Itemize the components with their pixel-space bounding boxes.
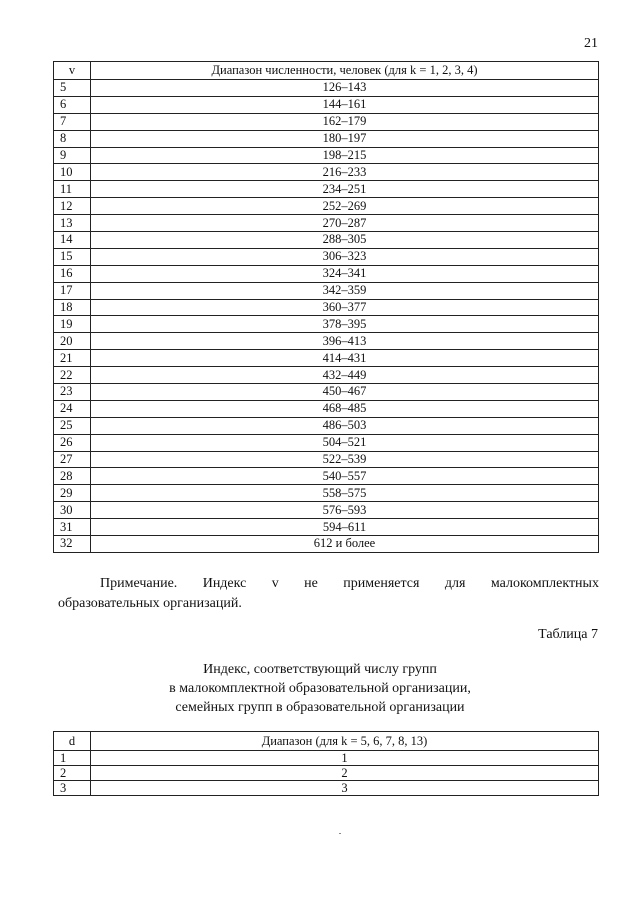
cell-range: 2	[91, 766, 599, 781]
cell-range: 288–305	[91, 232, 599, 249]
note-word: Примечание.	[100, 576, 178, 591]
cell-index: 11	[54, 181, 91, 198]
table-row	[54, 434, 599, 451]
cell-range: 576–593	[91, 502, 599, 519]
cell-range: 3	[91, 781, 599, 796]
cell-index: 6	[54, 96, 91, 113]
table-row	[54, 299, 599, 316]
table-7-title-line-2: в малокомплектной образовательной организации,	[169, 681, 471, 696]
cell-range: 540–557	[91, 468, 599, 485]
cell-range: 504–521	[91, 434, 599, 451]
table-row	[54, 96, 599, 113]
cell-index: 20	[54, 333, 91, 350]
table-row	[54, 519, 599, 536]
cell-index: 9	[54, 147, 91, 164]
table-row	[54, 248, 599, 265]
cell-index: 23	[54, 384, 91, 401]
note-word: v	[271, 576, 279, 591]
note-word: не	[304, 576, 318, 591]
cell-index: 1	[54, 751, 91, 766]
table-row	[54, 282, 599, 299]
note-word: для	[444, 576, 466, 591]
table-row	[54, 265, 599, 282]
cell-index: 19	[54, 316, 91, 333]
cell-range: 252–269	[91, 198, 599, 215]
table-row	[54, 400, 599, 417]
cell-range: 216–233	[91, 164, 599, 181]
table-row	[54, 766, 599, 781]
cell-index: 22	[54, 367, 91, 384]
column-header-d: d	[54, 732, 91, 751]
cell-index: 25	[54, 417, 91, 434]
cell-index: 21	[54, 350, 91, 367]
table-row	[54, 485, 599, 502]
cell-index: 8	[54, 130, 91, 147]
cell-index: 3	[54, 781, 91, 796]
cell-index: 28	[54, 468, 91, 485]
cell-range: 468–485	[91, 400, 599, 417]
table-row	[54, 468, 599, 485]
cell-index: 24	[54, 400, 91, 417]
cell-range: 486–503	[91, 417, 599, 434]
column-header-v: v	[54, 62, 91, 80]
cell-index: 15	[54, 248, 91, 265]
table-row	[54, 367, 599, 384]
table-row	[54, 164, 599, 181]
cell-range: 558–575	[91, 485, 599, 502]
scan-speck	[339, 833, 341, 834]
note-word: применяется	[343, 576, 420, 591]
cell-index: 14	[54, 232, 91, 249]
cell-index: 31	[54, 519, 91, 536]
table-row	[54, 181, 599, 198]
cell-index: 2	[54, 766, 91, 781]
cell-range: 432–449	[91, 367, 599, 384]
table-row	[54, 350, 599, 367]
note	[58, 574, 599, 614]
table-row	[54, 502, 599, 519]
table-7-title-line-1: Индекс, соответствующий числу групп	[203, 662, 437, 677]
page-number: 21	[584, 36, 598, 51]
table-7-caption: Таблица 7	[538, 627, 598, 642]
column-header-range: Диапазон (для k = 5, 6, 7, 8, 13)	[91, 732, 599, 751]
table-row	[54, 417, 599, 434]
cell-range: 360–377	[91, 299, 599, 316]
table-row	[54, 536, 599, 553]
cell-range: 522–539	[91, 451, 599, 468]
table-row	[54, 751, 599, 766]
cell-range: 342–359	[91, 282, 599, 299]
cell-index: 7	[54, 113, 91, 130]
cell-index: 17	[54, 282, 91, 299]
table-row	[54, 198, 599, 215]
cell-range: 162–179	[91, 113, 599, 130]
table-row	[54, 215, 599, 232]
cell-range: 144–161	[91, 96, 599, 113]
cell-range: 396–413	[91, 333, 599, 350]
table-7	[53, 731, 599, 796]
column-header-range: Диапазон численности, человек (для k = 1, 2, 3, 4)	[91, 62, 599, 80]
cell-range: 180–197	[91, 130, 599, 147]
table-6	[53, 61, 599, 553]
note-line-1	[58, 574, 599, 594]
cell-range: 378–395	[91, 316, 599, 333]
cell-range: 234–251	[91, 181, 599, 198]
table-header-row	[54, 62, 599, 80]
cell-range: 324–341	[91, 265, 599, 282]
note-word: малокомплектных	[490, 576, 599, 591]
cell-index: 26	[54, 434, 91, 451]
cell-range: 1	[91, 751, 599, 766]
cell-range: 306–323	[91, 248, 599, 265]
table-row	[54, 80, 599, 97]
cell-index: 18	[54, 299, 91, 316]
cell-range: 126–143	[91, 80, 599, 97]
cell-range: 594–611	[91, 519, 599, 536]
cell-index: 12	[54, 198, 91, 215]
cell-index: 30	[54, 502, 91, 519]
table-row	[54, 451, 599, 468]
table-row	[54, 130, 599, 147]
note-line-2: образовательных организаций.	[58, 596, 242, 611]
cell-index: 10	[54, 164, 91, 181]
cell-range: 612 и более	[91, 536, 599, 553]
table-row	[54, 147, 599, 164]
cell-index: 27	[54, 451, 91, 468]
table-row	[54, 384, 599, 401]
table-row	[54, 232, 599, 249]
table-row	[54, 113, 599, 130]
note-word: Индекс	[202, 576, 247, 591]
cell-index: 13	[54, 215, 91, 232]
cell-index: 16	[54, 265, 91, 282]
table-row	[54, 333, 599, 350]
table-row	[54, 781, 599, 796]
cell-index: 5	[54, 80, 91, 97]
cell-range: 270–287	[91, 215, 599, 232]
table-7-title-line-3: семейных групп в образовательной организации	[175, 700, 465, 715]
cell-range: 450–467	[91, 384, 599, 401]
cell-index: 29	[54, 485, 91, 502]
table-row	[54, 316, 599, 333]
cell-index: 32	[54, 536, 91, 553]
cell-range: 414–431	[91, 350, 599, 367]
table-header-row	[54, 732, 599, 751]
cell-range: 198–215	[91, 147, 599, 164]
table-7-title	[0, 660, 640, 717]
